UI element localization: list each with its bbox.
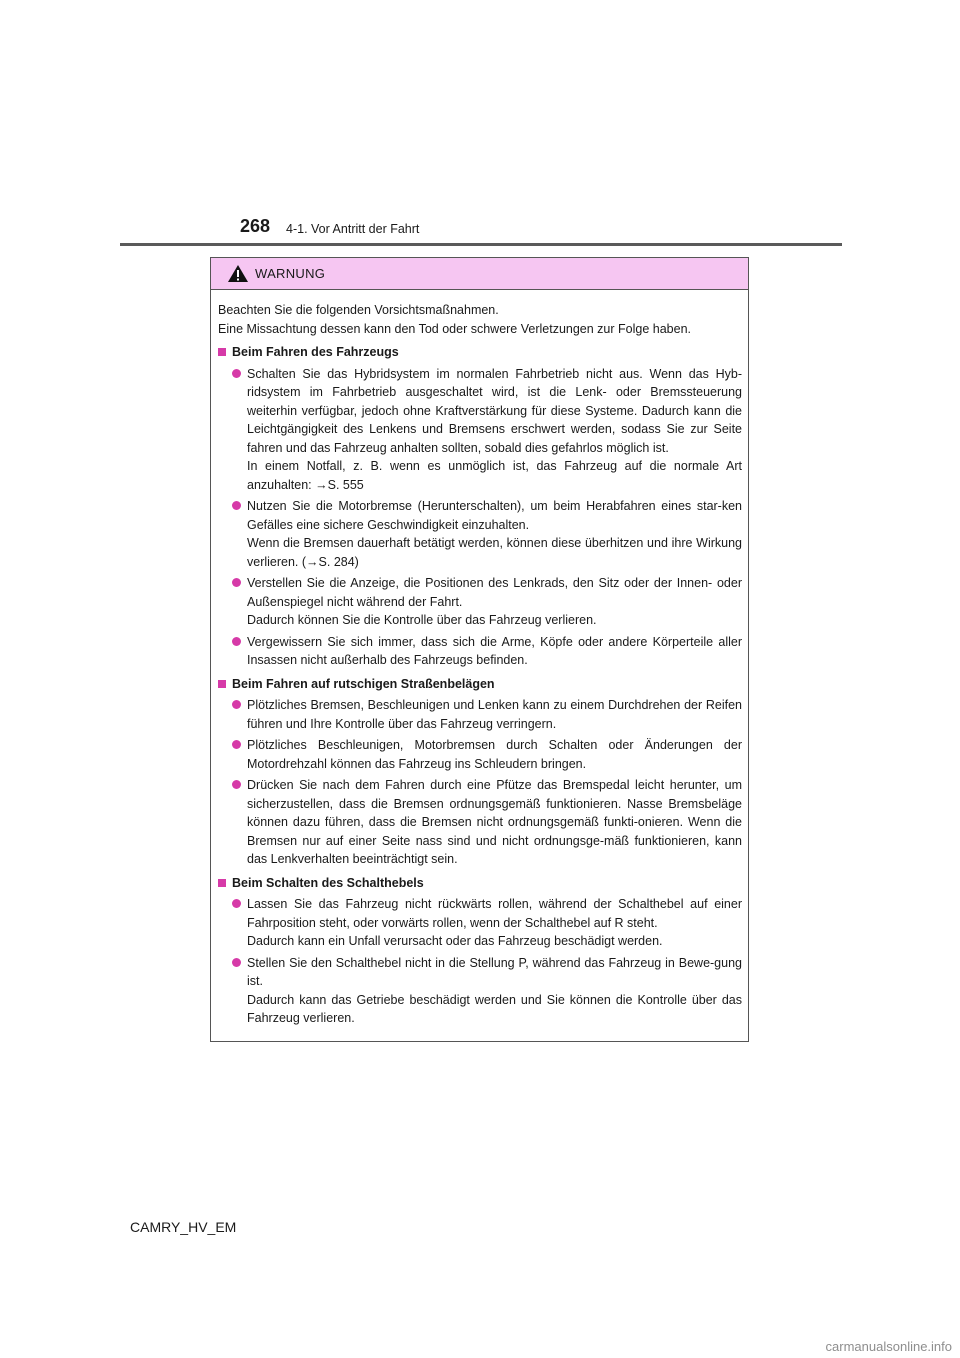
page-number: 268 (240, 216, 271, 236)
circle-bullet-icon (232, 578, 241, 587)
square-bullet-icon (218, 680, 226, 688)
warning-body (211, 290, 748, 1028)
section-driving (218, 343, 742, 670)
circle-bullet-icon (232, 700, 241, 709)
bullet-paragraph: Plötzliches Bremsen, Beschleunigen und Lenken kann zu einem Durchdrehen der Reifen führen und Ihre Kontrolle über das Fahrzeug verringern. (247, 698, 742, 731)
list-item (218, 497, 742, 571)
list-item (218, 736, 742, 773)
section-heading: Beim Fahren des Fahrzeugs (232, 345, 399, 359)
list-item (218, 365, 742, 495)
list-item (218, 633, 742, 670)
circle-bullet-icon (232, 369, 241, 378)
bullet-paragraph: Lassen Sie das Fahrzeug nicht rückwärts rollen, während der Schalthebel auf einer Fahrposition steht, oder vorwärts rollen, wenn der Schalthebel auf R steht. (247, 897, 742, 930)
bullet-paragraph: Drücken Sie nach dem Fahren durch eine Pfütze das Bremspedal leicht herunter, um sicherzustellen, dass die Bremsen ordnungsgemäß funktionieren. Nasse Bremsbeläge können dazu führen, dass die Bremsen nicht ordnungsgemäß funkti-onieren. Wenn die Bremsen nur auf einer Seite nass sind und nicht ordnungsge-mäß funktionieren, kann das Lenkverhalten beeinträchtigt sein. (247, 778, 742, 866)
document-code: CAMRY_HV_EM (130, 1219, 237, 1235)
bullet-paragraph: Dadurch kann ein Unfall verursacht oder das Fahrzeug beschädigt werden. (247, 934, 663, 948)
header-rule (120, 243, 842, 246)
section-heading: Beim Schalten des Schalthebels (232, 875, 424, 890)
bullet-paragraph: Dadurch kann das Getriebe beschädigt werden und Sie können die Kontrolle über das Fahrzeug verlieren. (247, 992, 742, 1025)
list-item (218, 954, 742, 1028)
list-item (218, 895, 742, 951)
bullet-paragraph: Schalten Sie das Hybridsystem im normalen Fahrbetrieb nicht aus. Wenn das Hyb-ridsystem im Fahrbetrieb ausgeschaltet wird, ist die Lenk- oder Bremssteuerung weiterhin verfügbar, jedoch ohne Kraftverstärkung für diese Systeme. Dadurch kann die Leichtgängigkeit des Lenkens und Bremsens erschwert werden, sodass Sie zur Seite fahren und das Fahrzeug anhalten sollten, sobald dies gefahrlos möglich ist. (247, 366, 742, 455)
list-item (218, 776, 742, 869)
circle-bullet-icon (232, 899, 241, 908)
circle-bullet-icon (232, 501, 241, 510)
bullet-paragraph: Plötzliches Beschleunigen, Motorbremsen durch Schalten oder Änderungen der Motordrehzahl können das Fahrzeug ins Schleudern bringen. (247, 738, 742, 771)
warning-triangle-icon (227, 264, 249, 283)
circle-bullet-icon (232, 740, 241, 749)
warning-header (211, 258, 748, 290)
bullet-paragraph: Nutzen Sie die Motorbremse (Herunterschalten), um beim Herabfahren eines star-ken Gefälles eine sichere Geschwindigkeit einzuhalten. (247, 499, 742, 532)
section-title: 4-1. Vor Antritt der Fahrt (286, 222, 420, 236)
intro-line: Eine Missachtung dessen kann den Tod oder schwere Verletzungen zur Folge haben. (218, 321, 691, 336)
list-item (218, 696, 742, 733)
warning-intro (218, 301, 742, 338)
bullet-paragraph: Wenn die Bremsen dauerhaft betätigt werden, können diese überhitzen und ihre Wirkung verlieren. (→S. 284) (247, 536, 742, 569)
list-item (218, 574, 742, 630)
circle-bullet-icon (232, 958, 241, 967)
square-bullet-icon (218, 348, 226, 356)
warning-box (210, 257, 749, 1042)
intro-line: Beachten Sie die folgenden Vorsichtsmaßnahmen. (218, 303, 499, 317)
circle-bullet-icon (232, 780, 241, 789)
bullet-paragraph: Vergewissern Sie sich immer, dass sich die Arme, Köpfe oder andere Körperteile aller Insassen nicht außerhalb des Fahrzeugs befinden. (247, 634, 742, 667)
circle-bullet-icon (232, 637, 241, 646)
watermark: carmanualsonline.info (825, 1339, 952, 1354)
section-heading: Beim Fahren auf rutschigen Straßenbelägen (232, 676, 495, 691)
bullet-paragraph: Dadurch können Sie die Kontrolle über das Fahrzeug verlieren. (247, 613, 597, 627)
warning-title: WARNUNG (255, 266, 326, 281)
section-shift-lever (218, 874, 742, 1028)
bullet-paragraph: Stellen Sie den Schalthebel nicht in die Stellung P, während das Fahrzeug in Bewe-gung ist. (247, 955, 742, 988)
bullet-paragraph: In einem Notfall, z. B. wenn es unmöglich ist, das Fahrzeug auf die normale Art anzuhalten: →S. 555 (247, 459, 742, 492)
bullet-paragraph: Verstellen Sie die Anzeige, die Positionen des Lenkrads, den Sitz oder der Innen- oder Außenspiegel nicht während der Fahrt. (247, 576, 742, 609)
square-bullet-icon (218, 879, 226, 887)
section-slippery-roads (218, 675, 742, 869)
